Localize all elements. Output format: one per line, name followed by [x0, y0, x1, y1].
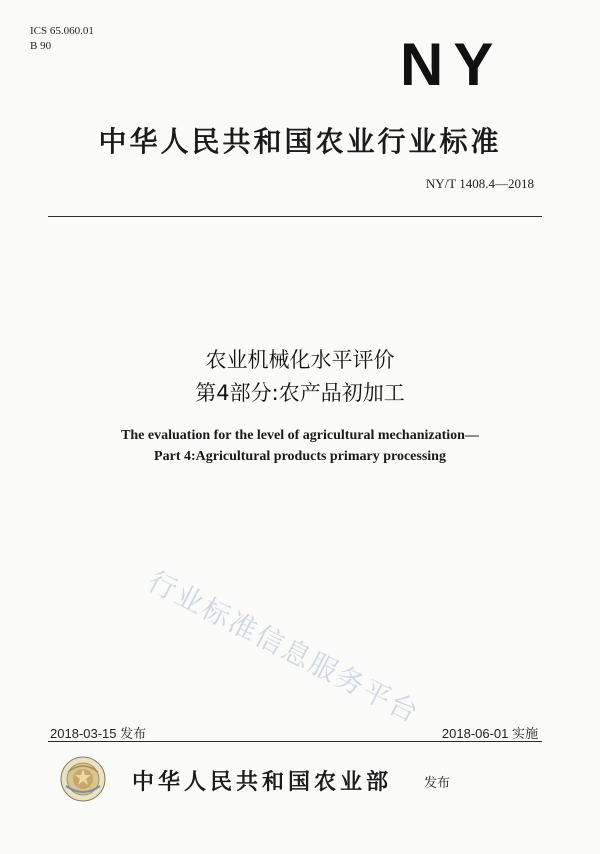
effective-date: 2018-06-01 实施: [441, 726, 538, 741]
bottom-divider: [48, 741, 542, 742]
document-title-en-line1: The evaluation for the level of agricultural mechanization—: [121, 428, 479, 443]
national-emblem-icon: [60, 756, 106, 802]
issuing-authority: 中华人民共和国农业部: [132, 770, 393, 795]
issue-date: 2018-03-15 发布: [50, 726, 147, 741]
top-divider: [48, 216, 542, 217]
document-title-cn-line1: 农业机械化水平评价: [205, 348, 395, 372]
standard-number: NY/T 1408.4—2018: [425, 176, 534, 191]
standard-category-title: 中华人民共和国农业行业标准: [98, 125, 502, 158]
classification-codes: [30, 24, 94, 54]
watermark: 行业标准信息服务平台: [142, 564, 426, 731]
ics-code: ICS 65.060.01: [30, 25, 94, 37]
class-code: B 90: [30, 40, 52, 52]
issue-label: 发布: [424, 776, 451, 791]
document-title-en-line2: Part 4:Agricultural products primary processing: [154, 449, 446, 464]
ny-logo-mark: NY: [400, 31, 504, 98]
document-title-cn-line2: 第4部分:农产品初加工: [195, 381, 405, 405]
